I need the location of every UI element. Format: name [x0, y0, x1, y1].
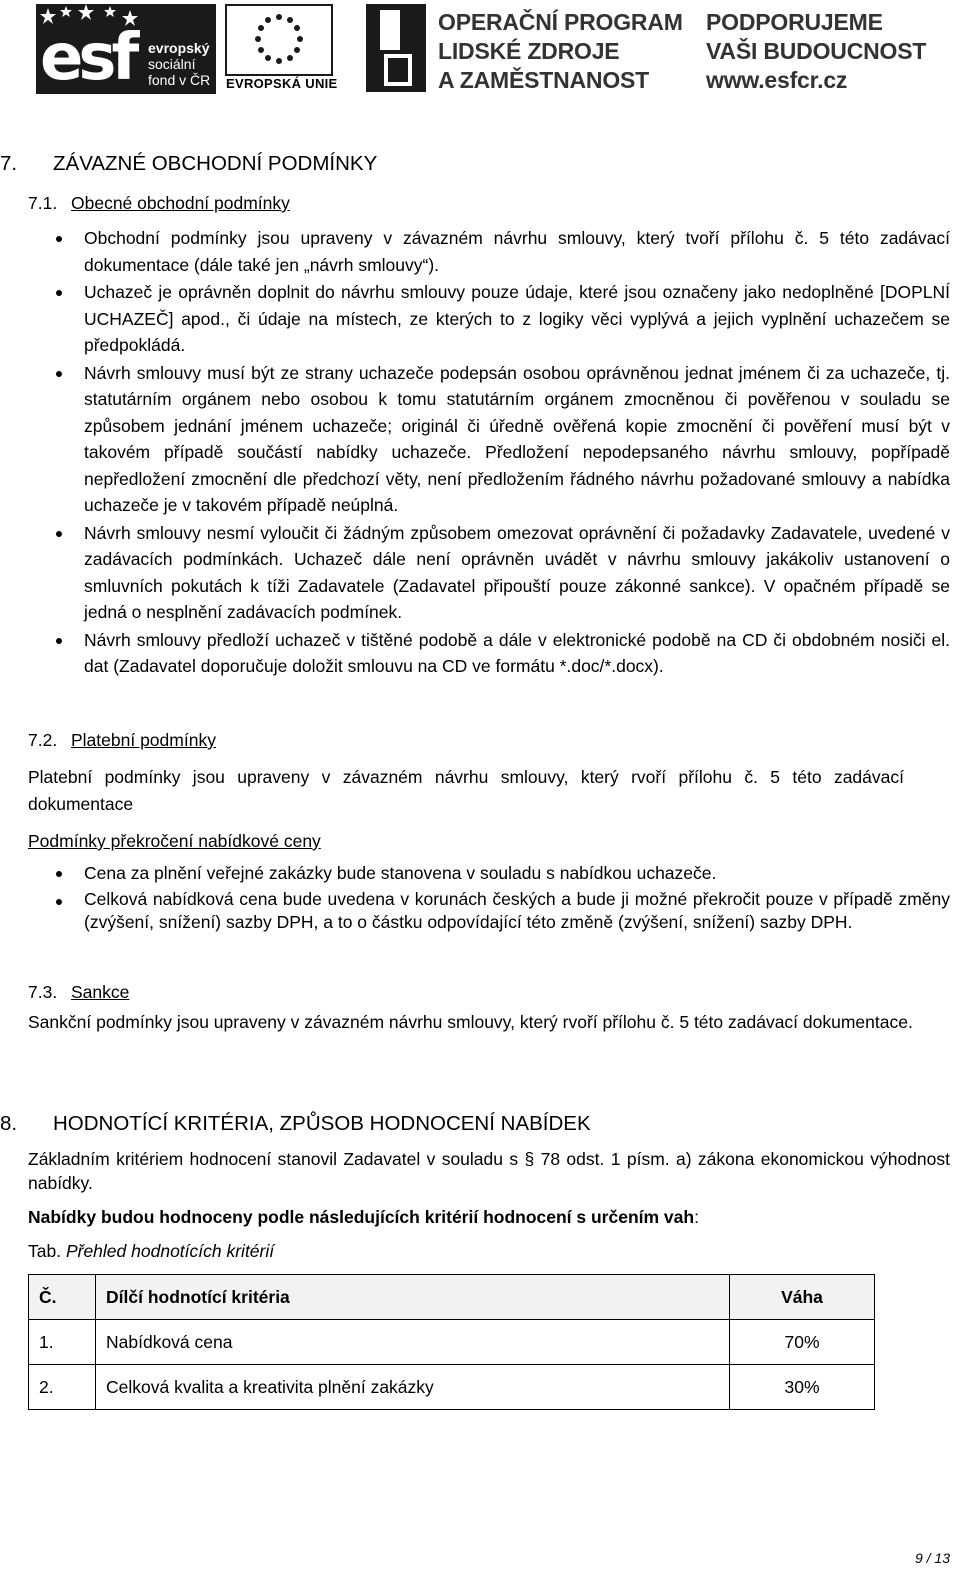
- criteria-intro-bold: Nabídky budou hodnoceny podle následujících kritérií hodnocení s určením vah: [28, 1207, 695, 1227]
- cell-weight: 30%: [730, 1365, 875, 1410]
- cell-criterion: Celková kvalita a kreativita plnění zakázky: [96, 1365, 730, 1410]
- sanctions-paragraph: Sankční podmínky jsou upraveny v závazném návrhu smlouvy, který rvoří přílohu č. 5 této zadávací dokumentace.: [28, 1012, 913, 1032]
- table-caption-title: Přehled hodnotících kritérií: [65, 1241, 275, 1261]
- list-item: Obchodní podmínky jsou upraveny v závazném návrhu smlouvy, který tvoří přílohu č. 5 této zadávací dokumentace (dále také jen „návrh smlouvy“).: [28, 225, 950, 278]
- esf-logo-name: [148, 40, 210, 88]
- price-exceed-subheading: Podmínky překročení nabídkové ceny: [28, 831, 321, 851]
- subsection-number: 7.2.: [28, 730, 58, 750]
- subsection-7-1-heading: [28, 193, 628, 215]
- eu-logo-label: EVROPSKÁ UNIE: [226, 76, 338, 91]
- table-header-row: [29, 1275, 875, 1320]
- section-8-heading: [0, 1112, 940, 1138]
- subsection-title: Platební podmínky: [71, 730, 216, 750]
- program-line-1: OPERAČNÍ PROGRAM: [438, 9, 683, 35]
- cell-weight: 70%: [730, 1320, 875, 1365]
- section-7-heading: [0, 152, 940, 178]
- list-item: Návrh smlouvy musí být ze strany uchazeče podepsán osobou oprávněnou jednat jménem či za uchazeče, tj. statutárním orgánem nebo osobou k tomu statutárním orgánem zmocněnou či pověřenou v souladu se způsobem jednání jménem uchazeče; originál či úředně ověřená kopie zmocnění či pověření musí být v takovém případě součástí nabídky uchazeče. Předložení nepodepsaného návrhu smlouvy, popřípadě nepředložení zmocnění dle předchozí věty, není předložením řádného návrhu požadované smlouvy a nabídka uchazeče je v takovém případě neúplná.: [28, 360, 950, 519]
- subsection-7-2-heading: [28, 730, 628, 752]
- esf-line-3: fond v ČR: [148, 72, 211, 88]
- subsection-number: 7.1.: [28, 193, 58, 213]
- eu-flag-icon: [225, 4, 333, 76]
- subsection-title: Sankce: [71, 982, 130, 1002]
- general-terms-list: [28, 225, 950, 681]
- list-item: Cena za plnění veřejné zakázky bude stanovena v souladu s nabídkou uchazeče.: [28, 860, 950, 887]
- slogan-line-1: PODPORUJEME: [706, 9, 883, 35]
- subsection-7-3-heading: [28, 982, 628, 1004]
- evaluation-paragraph: Základním kritériem hodnocení stanovil Zadavatel v souladu s § 78 odst. 1 písm. a) zákona ekonomickou výhodnost nabídky.: [28, 1149, 950, 1193]
- section-title: ZÁVAZNÉ OBCHODNÍ PODMÍNKY: [53, 152, 378, 175]
- op-logo-icon: [366, 4, 426, 92]
- list-item: Návrh smlouvy předloží uchazeč v tištěné podobě a dále v elektronické podobě na CD či obdobném nosiči el. dat (Zadavatel doporučuje doložit smlouvu na CD ve formátu *.doc/*.docx).: [28, 627, 950, 680]
- section-number: 7.: [0, 152, 18, 175]
- header-cell-number: Č.: [29, 1275, 96, 1320]
- slogan: [706, 8, 926, 95]
- section-number: 8.: [0, 1112, 18, 1135]
- page-number: 9 / 13: [914, 1550, 950, 1566]
- price-terms-list: [28, 860, 950, 936]
- program-line-2: LIDSKÉ ZDROJE: [438, 38, 620, 64]
- table-row: [29, 1320, 875, 1365]
- esf-logo-letters: esf: [40, 21, 135, 95]
- cell-number: 1.: [29, 1320, 96, 1365]
- slogan-line-2: VAŠI BUDOUCNOST: [706, 38, 927, 64]
- subsection-title: Obecné obchodní podmínky: [71, 193, 290, 213]
- table-row: [29, 1365, 875, 1410]
- header-logos: [0, 0, 960, 100]
- esf-logo: [36, 4, 216, 94]
- criteria-intro-colon: :: [694, 1207, 699, 1227]
- cell-criterion: Nabídková cena: [96, 1320, 730, 1365]
- payment-terms-paragraph: Platební podmínky jsou upraveny v závazném návrhu smlouvy, který rvoří přílohu č. 5 této zadávací dokumentace: [28, 767, 904, 814]
- list-item: Návrh smlouvy nesmí vyloučit či žádným způsobem omezovat oprávnění či požadavky Zadavatele, uvedené v zadávacích podmínkách. Uchazeč dále není oprávněn uvádět v návrhu smlouvy jakákoliv ustanovení o smluvních pokutách k tíži Zadavatele (Zadavatel připouští pouze zákonné sankce). V opačném případě se jedná o nesplnění zadávacích podmínek.: [28, 520, 950, 626]
- criteria-table: [28, 1274, 875, 1410]
- esf-line-2: sociální: [148, 56, 196, 72]
- header-cell-weight: Váha: [730, 1275, 875, 1320]
- list-item: Celková nabídková cena bude uvedena v korunách českých a bude ji možné překročit pouze v případě změny (zvýšení, snížení) sazby DPH, a to o částku odpovídající této změně (zvýšení, snížení) sazby DPH.: [28, 888, 950, 935]
- criteria-intro: [28, 1205, 699, 1229]
- esf-line-1: evropský: [148, 40, 210, 56]
- table-caption: [28, 1239, 274, 1263]
- program-line-3: A ZAMĚSTNANOST: [438, 67, 650, 93]
- program-name: [438, 8, 683, 95]
- header-cell-criterion: Dílčí hodnotící kritéria: [96, 1275, 730, 1320]
- section-title: HODNOTÍCÍ KRITÉRIA, ZPŮSOB HODNOCENÍ NABÍDEK: [53, 1112, 591, 1135]
- cell-number: 2.: [29, 1365, 96, 1410]
- table-caption-prefix: Tab.: [28, 1241, 66, 1261]
- slogan-url: www.esfcr.cz: [706, 67, 848, 93]
- subsection-number: 7.3.: [28, 982, 58, 1002]
- list-item: Uchazeč je oprávněn doplnit do návrhu smlouvy pouze údaje, které jsou označeny jako nedoplněné [DOPLNÍ UCHAZEČ] apod., či údaje na místech, ze kterých to z logiky věci vyplývá a jejich vyplnění uchazečem se předpokládá.: [28, 279, 950, 359]
